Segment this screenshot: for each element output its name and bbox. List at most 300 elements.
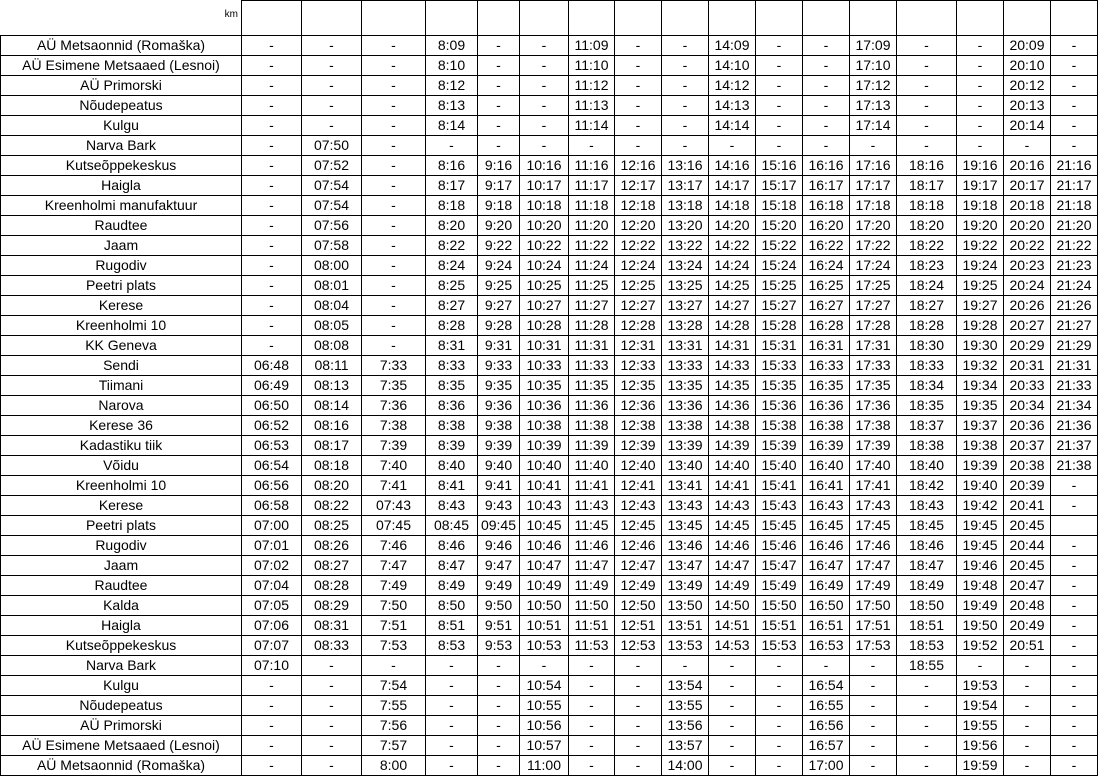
departure-time-cell: 11:46 xyxy=(569,535,615,555)
departure-time-cell: 16:57 xyxy=(803,735,850,755)
departure-time-cell: 8:31 xyxy=(426,335,478,355)
stop-name: Kutseõppekeskus xyxy=(1,155,242,175)
stop-name: Narva Bark xyxy=(1,135,242,155)
departure-time-cell: 07:00 xyxy=(242,515,302,535)
departure-time-cell: - xyxy=(1051,55,1098,75)
departure-time-cell: - xyxy=(1051,675,1098,695)
departure-time-cell: 20:45 xyxy=(1004,515,1051,535)
departure-time-cell: 13:22 xyxy=(662,235,709,255)
departure-time-cell: 13:25 xyxy=(662,275,709,295)
departure-time-cell: 13:40 xyxy=(662,455,709,475)
departure-time-cell: 10:57 xyxy=(520,735,569,755)
departure-time-cell: - xyxy=(756,695,803,715)
departure-time-cell: - xyxy=(897,95,957,115)
departure-time-cell: 11:35 xyxy=(569,375,615,395)
departure-time-cell: 8:24 xyxy=(426,255,478,275)
departure-time-cell: - xyxy=(302,675,362,695)
departure-time-cell: 9:18 xyxy=(478,195,520,215)
departure-time-cell: 07:04 xyxy=(242,575,302,595)
departure-time-cell: 16:47 xyxy=(803,555,850,575)
stop-name: AÜ Metsaonnid (Romaška) xyxy=(1,35,242,55)
departure-time-cell: 10:49 xyxy=(520,575,569,595)
departure-time-cell: 16:51 xyxy=(803,615,850,635)
departure-time-cell: 18:51 xyxy=(897,615,957,635)
departure-time-cell: - xyxy=(850,735,897,755)
departure-time-cell: 08:25 xyxy=(302,515,362,535)
departure-time-cell: 15:46 xyxy=(756,535,803,555)
departure-time-cell: 18:37 xyxy=(897,415,957,435)
departure-time-cell: - xyxy=(1051,655,1098,675)
departure-time-cell: 16:43 xyxy=(803,495,850,515)
departure-time-cell: - xyxy=(897,735,957,755)
table-row xyxy=(1,215,1098,235)
departure-time-cell: 08:26 xyxy=(302,535,362,555)
departure-time-cell: - xyxy=(1051,575,1098,595)
table-row xyxy=(1,275,1098,295)
departure-time-cell: - xyxy=(478,115,520,135)
departure-time-cell: - xyxy=(242,255,302,275)
departure-time-cell: - xyxy=(362,655,426,675)
departure-time-cell: 7:47 xyxy=(362,555,426,575)
departure-time-cell: 19:20 xyxy=(957,215,1004,235)
departure-time-cell: 13:20 xyxy=(662,215,709,235)
departure-time-cell: - xyxy=(615,135,662,155)
table-row xyxy=(1,675,1098,695)
departure-time-cell: 13:33 xyxy=(662,355,709,375)
departure-time-cell: - xyxy=(242,695,302,715)
departure-time-cell: 9:33 xyxy=(478,355,520,375)
departure-time-cell: 13:24 xyxy=(662,255,709,275)
table-row xyxy=(1,455,1098,475)
departure-time-cell: 19:48 xyxy=(957,575,1004,595)
departure-time-cell: 10:51 xyxy=(520,615,569,635)
departure-time-cell: 16:31 xyxy=(803,335,850,355)
table-row xyxy=(1,155,1098,175)
departure-time-cell: - xyxy=(615,675,662,695)
departure-time-cell: 19:17 xyxy=(957,175,1004,195)
departure-time-cell: 18:28 xyxy=(897,315,957,335)
departure-time-cell: 14:00 xyxy=(662,755,709,775)
departure-time-cell: 15:36 xyxy=(756,395,803,415)
departure-time-cell: - xyxy=(756,735,803,755)
departure-time-cell: 06:58 xyxy=(242,495,302,515)
stop-name: Raudtee xyxy=(1,575,242,595)
departure-time-cell: 9:47 xyxy=(478,555,520,575)
stop-name: Raudtee xyxy=(1,215,242,235)
departure-time-cell: - xyxy=(756,55,803,75)
departure-time-cell: 19:37 xyxy=(957,415,1004,435)
departure-time-cell: 20:26 xyxy=(1004,295,1051,315)
departure-time-cell: 20:09 xyxy=(1004,35,1051,55)
departure-time-cell: 15:49 xyxy=(756,575,803,595)
departure-time-cell: 9:28 xyxy=(478,315,520,335)
departure-time-cell: 14:36 xyxy=(709,395,756,415)
departure-time-cell: 9:50 xyxy=(478,595,520,615)
departure-time-cell: - xyxy=(478,735,520,755)
departure-time-cell: 12:18 xyxy=(615,195,662,215)
departure-time-cell: - xyxy=(302,95,362,115)
departure-time-cell: 12:46 xyxy=(615,535,662,555)
stop-name: Peetri plats xyxy=(1,275,242,295)
departure-time-cell: 8:28 xyxy=(426,315,478,335)
departure-time-cell: 17:14 xyxy=(850,115,897,135)
departure-time-cell: 21:24 xyxy=(1051,275,1098,295)
departure-time-cell: 14:18 xyxy=(709,195,756,215)
departure-time-cell: 15:47 xyxy=(756,555,803,575)
departure-time-cell: 8:47 xyxy=(426,555,478,575)
departure-time-cell: - xyxy=(957,655,1004,675)
departure-time-cell: 11:10 xyxy=(569,55,615,75)
departure-time-cell: 08:18 xyxy=(302,455,362,475)
departure-time-cell: 18:35 xyxy=(897,395,957,415)
departure-time-cell: - xyxy=(1051,595,1098,615)
departure-time-cell: 15:40 xyxy=(756,455,803,475)
header-cell xyxy=(478,1,520,36)
departure-time-cell: - xyxy=(362,155,426,175)
departure-time-cell: 12:38 xyxy=(615,415,662,435)
departure-time-cell: 19:40 xyxy=(957,475,1004,495)
departure-time-cell: - xyxy=(1051,615,1098,635)
departure-time-cell: - xyxy=(242,235,302,255)
departure-time-cell: 13:43 xyxy=(662,495,709,515)
departure-time-cell: 21:26 xyxy=(1051,295,1098,315)
departure-time-cell: - xyxy=(709,695,756,715)
departure-time-cell: 19:24 xyxy=(957,255,1004,275)
departure-time-cell: 8:43 xyxy=(426,495,478,515)
departure-time-cell: 17:27 xyxy=(850,295,897,315)
departure-time-cell: 9:25 xyxy=(478,275,520,295)
departure-time-cell: 13:57 xyxy=(662,735,709,755)
departure-time-cell: 8:12 xyxy=(426,75,478,95)
departure-time-cell: - xyxy=(803,95,850,115)
departure-time-cell: - xyxy=(1051,755,1098,775)
stop-name: Võidu xyxy=(1,455,242,475)
table-row xyxy=(1,515,1098,535)
departure-time-cell: 11:33 xyxy=(569,355,615,375)
departure-time-cell: 11:18 xyxy=(569,195,615,215)
departure-time-cell: 9:36 xyxy=(478,395,520,415)
departure-time-cell: - xyxy=(1051,695,1098,715)
departure-time-cell: 17:13 xyxy=(850,95,897,115)
departure-time-cell: - xyxy=(662,75,709,95)
departure-time-cell: 14:45 xyxy=(709,515,756,535)
departure-time-cell: 17:22 xyxy=(850,235,897,255)
departure-time-cell: - xyxy=(850,675,897,695)
table-row xyxy=(1,355,1098,375)
departure-time-cell: 08:22 xyxy=(302,495,362,515)
departure-time-cell: - xyxy=(709,675,756,695)
departure-time-cell: 16:18 xyxy=(803,195,850,215)
departure-time-cell: 7:36 xyxy=(362,395,426,415)
departure-time-cell: 14:35 xyxy=(709,375,756,395)
departure-time-cell: - xyxy=(803,655,850,675)
departure-time-cell: - xyxy=(897,715,957,735)
departure-time-cell: 11:00 xyxy=(520,755,569,775)
departure-time-cell: - xyxy=(1004,715,1051,735)
departure-time-cell: 14:38 xyxy=(709,415,756,435)
departure-time-cell: 17:40 xyxy=(850,455,897,475)
departure-time-cell: - xyxy=(242,315,302,335)
departure-time-cell: 14:41 xyxy=(709,475,756,495)
table-row xyxy=(1,75,1098,95)
departure-time-cell: - xyxy=(897,55,957,75)
departure-time-cell: 19:42 xyxy=(957,495,1004,515)
departure-time-cell: 11:53 xyxy=(569,635,615,655)
departure-time-cell: 15:27 xyxy=(756,295,803,315)
departure-time-cell: 11:49 xyxy=(569,575,615,595)
departure-time-cell: - xyxy=(569,655,615,675)
departure-time-cell: 7:53 xyxy=(362,635,426,655)
departure-time-cell: - xyxy=(426,755,478,775)
departure-time-cell: - xyxy=(1004,735,1051,755)
departure-time-cell: 17:35 xyxy=(850,375,897,395)
departure-time-cell: 19:53 xyxy=(957,675,1004,695)
departure-time-cell: 20:20 xyxy=(1004,215,1051,235)
departure-time-cell: 20:23 xyxy=(1004,255,1051,275)
departure-time-cell: 10:45 xyxy=(520,515,569,535)
departure-time-cell: 16:41 xyxy=(803,475,850,495)
departure-time-cell: 07:54 xyxy=(302,195,362,215)
departure-time-cell: 19:18 xyxy=(957,195,1004,215)
departure-time-cell: - xyxy=(242,55,302,75)
departure-time-cell: 11:36 xyxy=(569,395,615,415)
departure-time-cell: 17:10 xyxy=(850,55,897,75)
departure-time-cell: 7:41 xyxy=(362,475,426,495)
departure-time-cell: - xyxy=(478,135,520,155)
departure-time-cell: 11:16 xyxy=(569,155,615,175)
departure-time-cell: 8:46 xyxy=(426,535,478,555)
departure-time-cell: 15:33 xyxy=(756,355,803,375)
departure-time-cell: 12:45 xyxy=(615,515,662,535)
departure-time-cell: - xyxy=(1004,655,1051,675)
departure-time-cell: 19:59 xyxy=(957,755,1004,775)
departure-time-cell: 14:17 xyxy=(709,175,756,195)
header-cell xyxy=(1004,1,1051,36)
departure-time-cell: 20:12 xyxy=(1004,75,1051,95)
departure-time-cell: 18:23 xyxy=(897,255,957,275)
departure-time-cell: - xyxy=(709,135,756,155)
departure-time-cell: 18:17 xyxy=(897,175,957,195)
departure-time-cell: 11:39 xyxy=(569,435,615,455)
departure-time-cell: - xyxy=(662,55,709,75)
departure-time-cell: - xyxy=(478,695,520,715)
departure-time-cell: 21:17 xyxy=(1051,175,1098,195)
departure-time-cell: - xyxy=(302,715,362,735)
table-row xyxy=(1,435,1098,455)
departure-time-cell: 08:45 xyxy=(426,515,478,535)
departure-time-cell: 7:33 xyxy=(362,355,426,375)
departure-time-cell: 16:16 xyxy=(803,155,850,175)
table-row xyxy=(1,35,1098,55)
departure-time-cell: 19:35 xyxy=(957,395,1004,415)
departure-time-cell: 16:35 xyxy=(803,375,850,395)
departure-time-cell: - xyxy=(803,55,850,75)
departure-time-cell: 17:00 xyxy=(803,755,850,775)
departure-time-cell: 17:25 xyxy=(850,275,897,295)
departure-time-cell: 9:53 xyxy=(478,635,520,655)
departure-time-cell: - xyxy=(362,215,426,235)
departure-time-cell: 21:36 xyxy=(1051,415,1098,435)
departure-time-cell: 16:39 xyxy=(803,435,850,455)
departure-time-cell: 08:00 xyxy=(302,255,362,275)
departure-time-cell: - xyxy=(756,715,803,735)
departure-time-cell: 19:30 xyxy=(957,335,1004,355)
departure-time-cell: 8:36 xyxy=(426,395,478,415)
departure-time-cell: 14:40 xyxy=(709,455,756,475)
stop-name: Sendi xyxy=(1,355,242,375)
departure-time-cell: 08:17 xyxy=(302,435,362,455)
departure-time-cell: - xyxy=(1004,135,1051,155)
departure-time-cell: 10:31 xyxy=(520,335,569,355)
departure-time-cell: 20:16 xyxy=(1004,155,1051,175)
departure-time-cell: 21:16 xyxy=(1051,155,1098,175)
departure-time-cell: 14:10 xyxy=(709,55,756,75)
stop-name: Kreenholmi 10 xyxy=(1,315,242,335)
departure-time-cell: 10:41 xyxy=(520,475,569,495)
departure-time-cell: 8:38 xyxy=(426,415,478,435)
departure-time-cell: - xyxy=(478,55,520,75)
stop-name: Rugodiv xyxy=(1,535,242,555)
departure-time-cell: - xyxy=(242,115,302,135)
departure-time-cell: 8:39 xyxy=(426,435,478,455)
departure-time-cell: 15:35 xyxy=(756,375,803,395)
km-label: km xyxy=(1,1,242,36)
departure-time-cell: 16:28 xyxy=(803,315,850,335)
departure-time-cell: 13:41 xyxy=(662,475,709,495)
departure-time-cell: 17:49 xyxy=(850,575,897,595)
departure-time-cell: 9:24 xyxy=(478,255,520,275)
header-cell xyxy=(1051,1,1098,36)
departure-time-cell: 14:20 xyxy=(709,215,756,235)
departure-time-cell: - xyxy=(1051,715,1098,735)
departure-time-cell: - xyxy=(957,115,1004,135)
departure-time-cell: 20:22 xyxy=(1004,235,1051,255)
departure-time-cell: - xyxy=(756,755,803,775)
departure-time-cell: 20:18 xyxy=(1004,195,1051,215)
departure-time-cell: 07:58 xyxy=(302,235,362,255)
departure-time-cell: 08:28 xyxy=(302,575,362,595)
departure-time-cell: 11:41 xyxy=(569,475,615,495)
header-cell xyxy=(302,1,362,36)
departure-time-cell: 12:28 xyxy=(615,315,662,335)
departure-time-cell: 9:17 xyxy=(478,175,520,195)
departure-time-cell: 11:28 xyxy=(569,315,615,335)
departure-time-cell: 8:22 xyxy=(426,235,478,255)
departure-time-cell: - xyxy=(302,35,362,55)
departure-time-cell: 8:20 xyxy=(426,215,478,235)
departure-time-cell: 15:45 xyxy=(756,515,803,535)
departure-time-cell: 19:54 xyxy=(957,695,1004,715)
departure-time-cell: 18:47 xyxy=(897,555,957,575)
departure-time-cell: 14:22 xyxy=(709,235,756,255)
departure-time-cell: 18:30 xyxy=(897,335,957,355)
departure-time-cell: 20:10 xyxy=(1004,55,1051,75)
departure-time-cell: 08:13 xyxy=(302,375,362,395)
table-row xyxy=(1,295,1098,315)
departure-time-cell: 12:33 xyxy=(615,355,662,375)
departure-time-cell: - xyxy=(362,75,426,95)
departure-time-cell: 16:20 xyxy=(803,215,850,235)
table-row xyxy=(1,575,1098,595)
departure-time-cell: 14:27 xyxy=(709,295,756,315)
departure-time-cell: 16:49 xyxy=(803,575,850,595)
departure-time-cell: 12:53 xyxy=(615,635,662,655)
departure-time-cell: 12:41 xyxy=(615,475,662,495)
departure-time-cell: - xyxy=(615,715,662,735)
departure-time-cell: 11:12 xyxy=(569,75,615,95)
departure-time-cell: 20:31 xyxy=(1004,355,1051,375)
departure-time-cell: 17:33 xyxy=(850,355,897,375)
table-row xyxy=(1,375,1098,395)
header-cell xyxy=(242,1,302,36)
departure-time-cell: 8:00 xyxy=(362,755,426,775)
departure-time-cell: 08:14 xyxy=(302,395,362,415)
table-row xyxy=(1,255,1098,275)
departure-time-cell: 21:37 xyxy=(1051,435,1098,455)
stop-name: Haigla xyxy=(1,615,242,635)
departure-time-cell: - xyxy=(709,755,756,775)
departure-time-cell: 20:24 xyxy=(1004,275,1051,295)
departure-time-cell: 18:55 xyxy=(897,655,957,675)
departure-time-cell: 21:33 xyxy=(1051,375,1098,395)
departure-time-cell: 16:38 xyxy=(803,415,850,435)
header-cell xyxy=(362,1,426,36)
departure-time-cell: 13:49 xyxy=(662,575,709,595)
departure-time-cell: 19:39 xyxy=(957,455,1004,475)
departure-time-cell: - xyxy=(362,135,426,155)
departure-time-cell: - xyxy=(362,335,426,355)
stop-name: Jaam xyxy=(1,235,242,255)
departure-time-cell: 06:48 xyxy=(242,355,302,375)
departure-time-cell: 18:40 xyxy=(897,455,957,475)
departure-time-cell: 08:16 xyxy=(302,415,362,435)
departure-time-cell: 9:49 xyxy=(478,575,520,595)
departure-time-cell: - xyxy=(426,735,478,755)
stop-name: AÜ Primorski xyxy=(1,75,242,95)
departure-time-cell: 18:24 xyxy=(897,275,957,295)
departure-time-cell: 18:22 xyxy=(897,235,957,255)
departure-time-cell: 8:10 xyxy=(426,55,478,75)
departure-time-cell: - xyxy=(709,655,756,675)
departure-time-cell: 11:27 xyxy=(569,295,615,315)
table-row xyxy=(1,595,1098,615)
departure-time-cell: - xyxy=(302,655,362,675)
departure-time-cell: - xyxy=(242,155,302,175)
departure-time-cell: 8:50 xyxy=(426,595,478,615)
departure-time-cell: 14:09 xyxy=(709,35,756,55)
departure-time-cell: - xyxy=(569,715,615,735)
departure-time-cell: 14:49 xyxy=(709,575,756,595)
departure-time-cell: 12:43 xyxy=(615,495,662,515)
departure-time-cell: 20:48 xyxy=(1004,595,1051,615)
departure-time-cell: 20:33 xyxy=(1004,375,1051,395)
departure-time-cell: - xyxy=(1051,115,1098,135)
stop-name: Nõudepeatus xyxy=(1,695,242,715)
header-cell xyxy=(850,1,897,36)
departure-time-cell: - xyxy=(362,35,426,55)
departure-time-cell: - xyxy=(803,135,850,155)
departure-time-cell: - xyxy=(478,95,520,115)
departure-time-cell: 7:57 xyxy=(362,735,426,755)
departure-time-cell: - xyxy=(897,135,957,155)
departure-time-cell: - xyxy=(242,295,302,315)
departure-time-cell: 17:28 xyxy=(850,315,897,335)
departure-time-cell: 13:55 xyxy=(662,695,709,715)
departure-time-cell: - xyxy=(520,115,569,135)
departure-time-cell: 21:34 xyxy=(1051,395,1098,415)
departure-time-cell: - xyxy=(957,95,1004,115)
departure-time-cell: 20:17 xyxy=(1004,175,1051,195)
